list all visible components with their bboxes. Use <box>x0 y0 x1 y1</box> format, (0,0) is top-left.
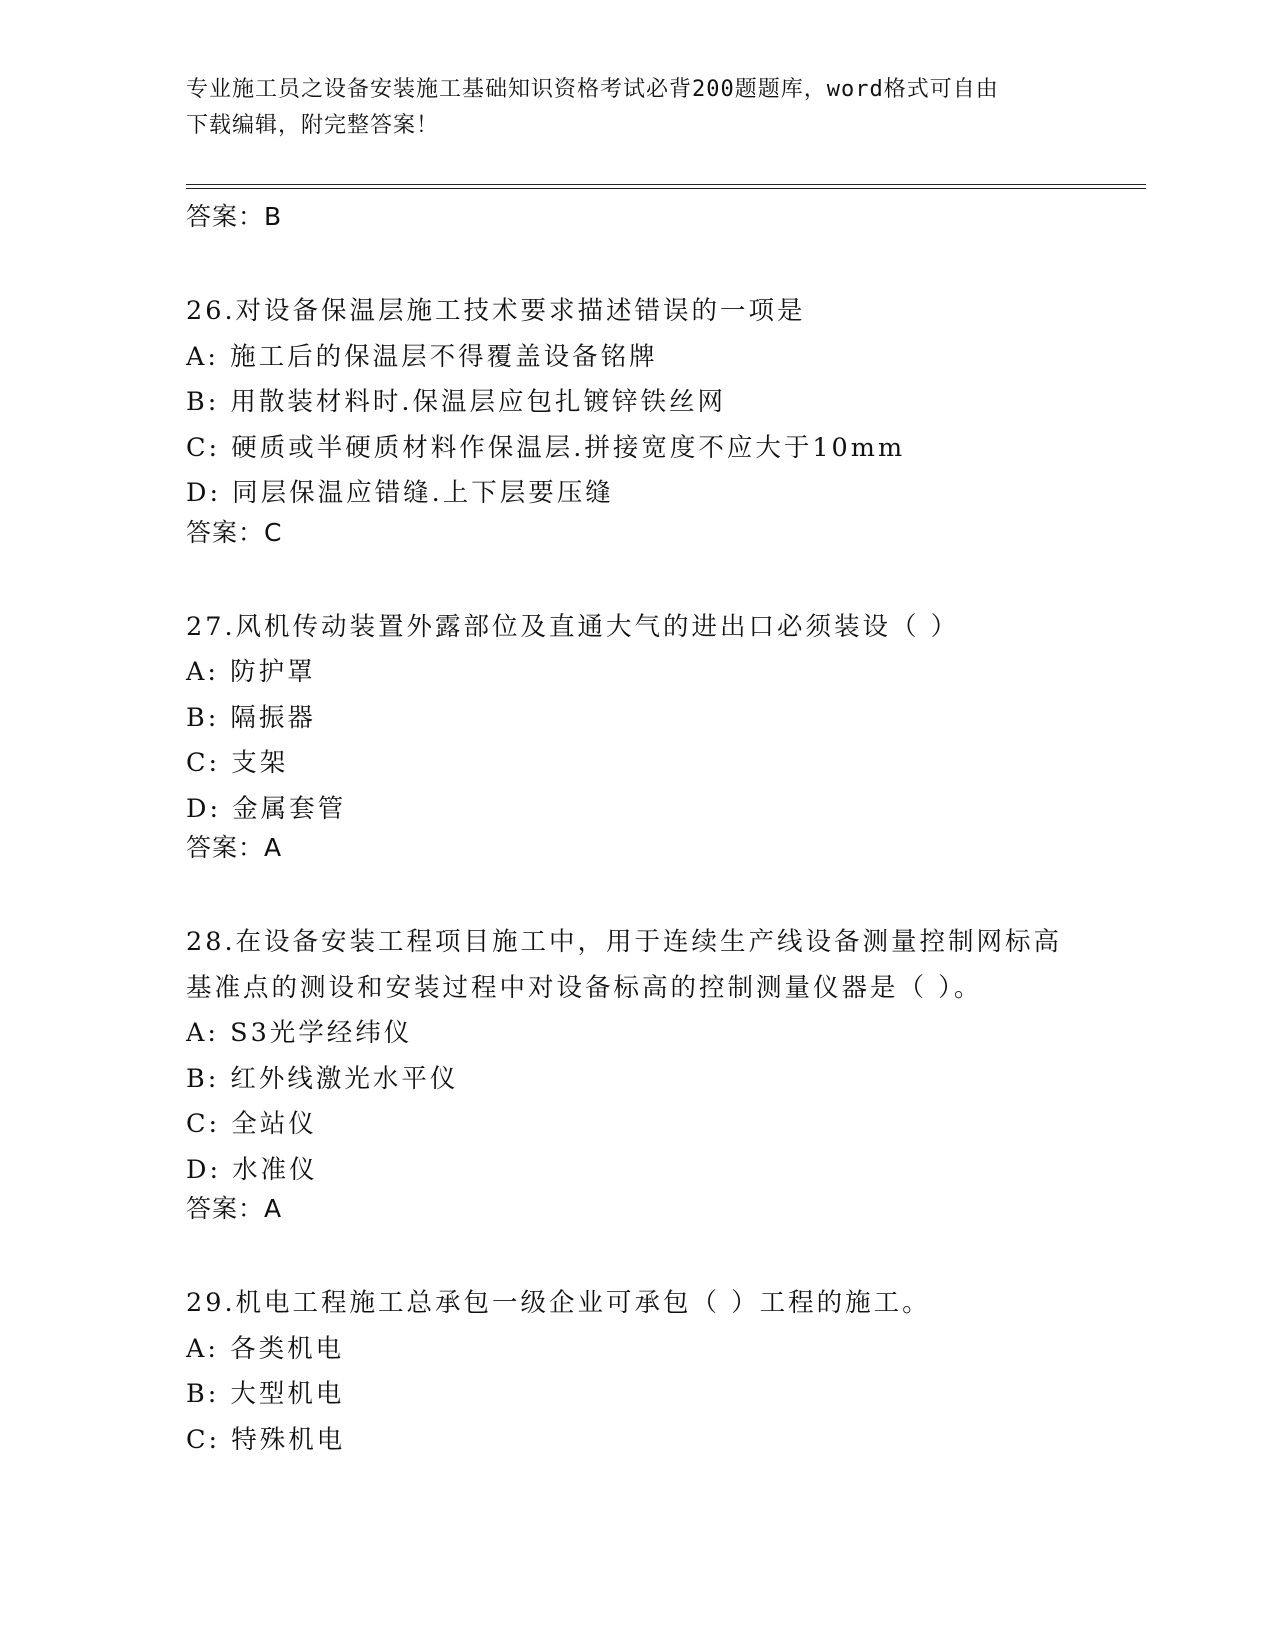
option-c: C: 特殊机电 <box>186 1424 346 1455</box>
option-a: A: 防护罩 <box>186 657 316 687</box>
header-divider <box>186 184 1146 189</box>
question-stem-line-1: 28.在设备安装工程项目施工中，用于连续生产线设备测量控制网标高 <box>186 927 1063 957</box>
option-a: A: 各类机电 <box>186 1333 345 1364</box>
header-divider-inner <box>186 188 1146 189</box>
option-b: B: 隔振器 <box>186 702 316 733</box>
option-a: A: S3光学经纬仪 <box>186 1018 413 1048</box>
option-c: C: 支架 <box>186 748 289 778</box>
option-d: D: 水准仪 <box>186 1154 318 1185</box>
answer-25: 答案：B <box>186 202 283 231</box>
option-c: C: 硬质或半硬质材料作保温层.拼接宽度不应大于10mm <box>186 432 906 463</box>
answer-27: 答案：A <box>186 833 283 862</box>
option-b: B: 用散装材料时.保温层应包扎镀锌铁丝网 <box>186 387 727 417</box>
answer-28: 答案：A <box>186 1194 283 1223</box>
header-line-2: 下载编辑，附完整答案！ <box>186 113 440 138</box>
question-stem: 26.对设备保温层施工技术要求描述错误的一项是 <box>186 296 806 326</box>
question-stem: 27.风机传动装置外露部位及直通大气的进出口必须装设（ ） <box>186 611 960 642</box>
option-d: D: 金属套管 <box>186 793 347 824</box>
question-27 <box>186 605 1146 865</box>
question-29 <box>186 1281 1146 1463</box>
document-page <box>186 72 1146 1463</box>
question-stem: 29.机电工程施工总承包一级企业可承包（ ）工程的施工。 <box>186 1288 931 1318</box>
document-header <box>186 72 1146 144</box>
option-c: C: 全站仪 <box>186 1109 317 1139</box>
option-a: A: 施工后的保温层不得覆盖设备铭牌 <box>186 341 658 372</box>
question-28 <box>186 920 1146 1225</box>
option-b: B: 红外线激光水平仪 <box>186 1063 459 1094</box>
answer-26: 答案：C <box>186 517 283 547</box>
option-d: D: 同层保温应错缝.上下层要压缝 <box>186 478 614 508</box>
header-line-1: 专业施工员之设备安装施工基础知识资格考试必背200题题库，word格式可自由 <box>186 77 999 102</box>
question-stem-line-2: 基准点的测设和安装过程中对设备标高的控制测量仪器是（ ）。 <box>186 972 983 1003</box>
option-b: B: 大型机电 <box>186 1379 345 1409</box>
question-26 <box>186 289 1146 549</box>
